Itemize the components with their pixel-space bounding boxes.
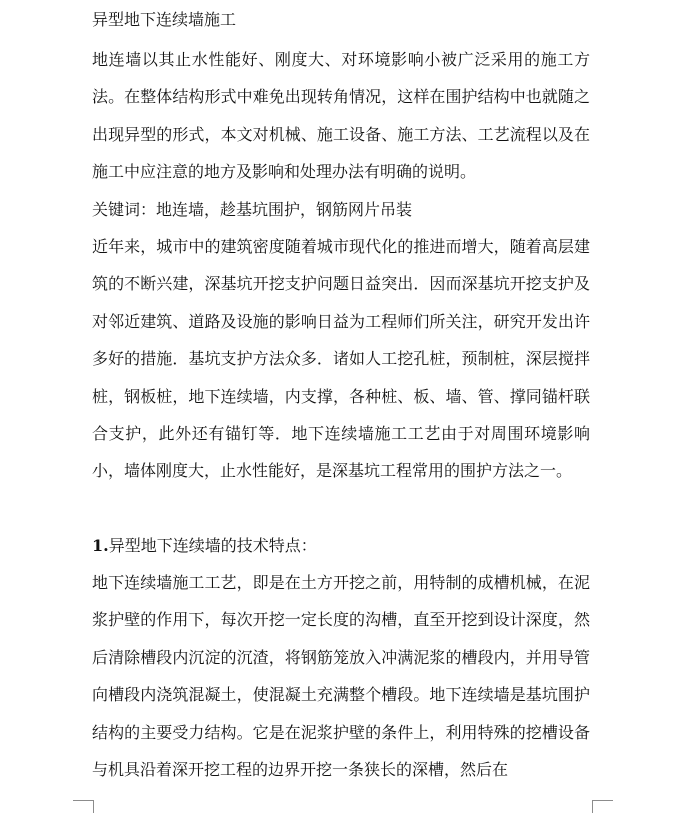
intro-paragraph: 地连墙以其止水性能好、刚度大、对环境影响小被广泛采用的施工方法。在整体结构形式中难免出现转角情况，这样在围护结构中也就随之出现异型的形式，本文对机械、施工设备、施工方法、工艺流程以及在施工中应注意的地方及影响和处理办法有明确的说明。	[92, 50, 590, 182]
background-paragraph: 近年来，城市中的建筑密度随着城市现代化的推进而增大，随着高层建筑的不断兴建，深基坑开挖支护问题日益突出．因而深基坑开挖支护及对邻近建筑、道路及设施的影响日益为工程师们所关注，研究开发出许多好的措施．基坑支护方法众多．诸如人工挖孔桩，预制桩，深层搅拌桩，钢板桩，地下连续墙，内支撑，各种桩、板、墙、管、撑同锚杆联合支护，此外还有锚钉等．地下连续墙施工工艺由于对周围环境影响小，墙体刚度大，止水性能好，是深基坑工程常用的围护方法之一。	[92, 237, 590, 481]
section-paragraph: 地下连续墙施工工艺，即是在土方开挖之前，用特制的成槽机械，在泥浆护壁的作用下，每次开挖一定长度的沟槽，直至开挖到设计深度，然后清除槽段内沉淀的沉渣，将钢筋笼放入冲满泥浆的槽段内，并用导管向槽段内浇筑混凝土，使混凝土充满整个槽段。地下连续墙是基坑围护结构的主要受力结构。它是在泥浆护壁的条件上，利用特殊的挖槽设备与机具沿着深开挖工程的边界开挖一条狭长的深槽，然后在	[92, 573, 590, 780]
section-heading-text: 异型地下连续墙的技术特点：	[108, 536, 317, 555]
keywords-line: 关键词：地连墙，趁基坑围护，钢筋网片吊装	[92, 199, 413, 219]
page-corner-mark-right	[592, 800, 613, 813]
section-heading	[92, 527, 590, 564]
document-title: 异型地下连续墙施工	[92, 10, 237, 29]
page-corner-mark-left	[73, 800, 94, 813]
section-number: 1.	[92, 536, 109, 555]
